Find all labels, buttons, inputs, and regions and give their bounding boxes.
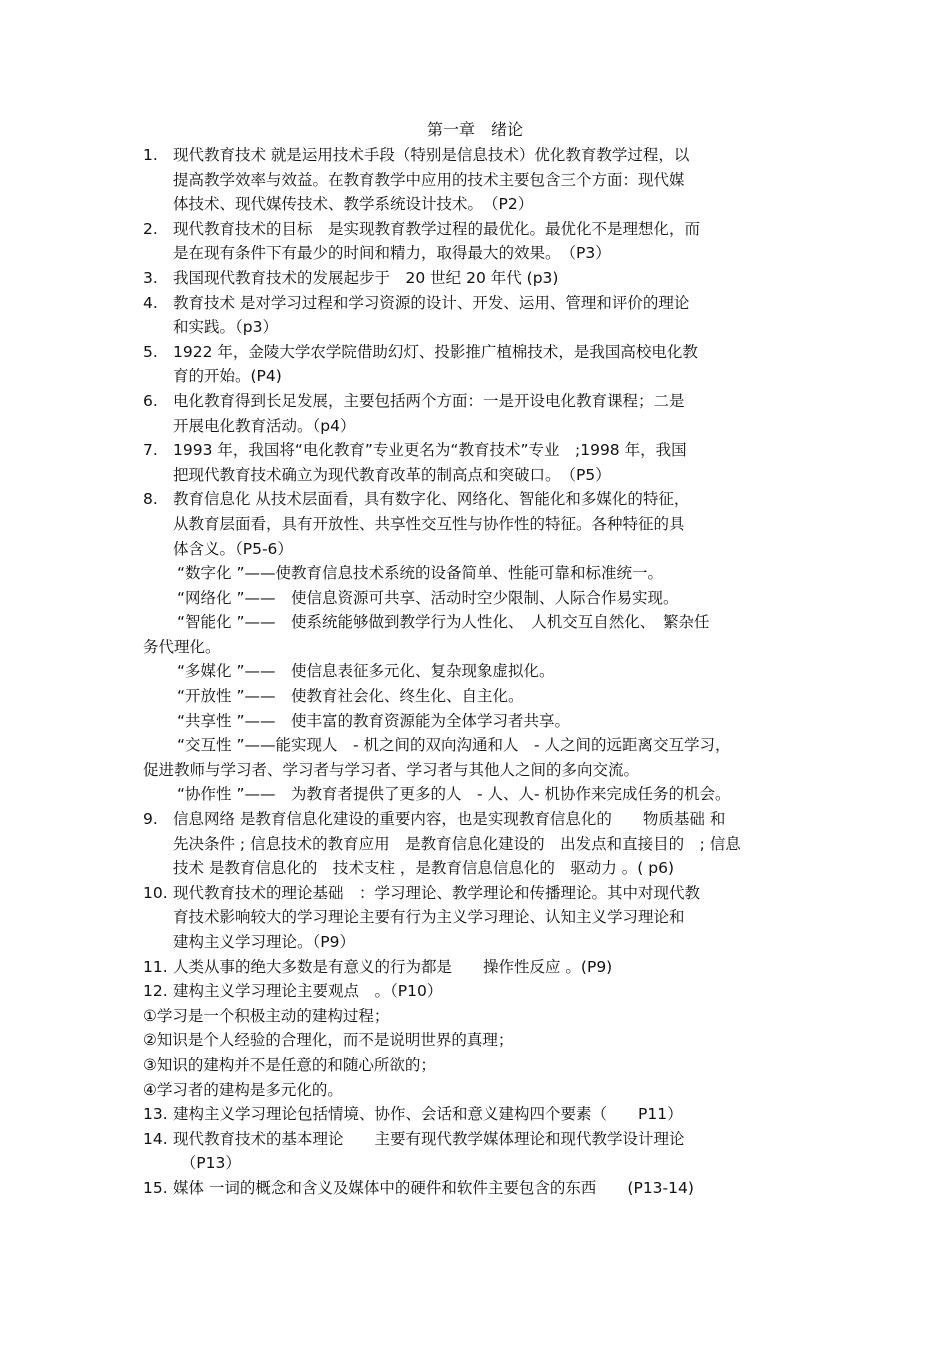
list-item — [143, 881, 813, 955]
item-line: 建构主义学习理论。（P9） — [173, 933, 355, 951]
item-line: 提高教学效率与效益。在教育教学中应用的技术主要包含三个方面：现代媒 — [173, 170, 685, 189]
list-item — [143, 438, 813, 487]
list-item — [143, 1102, 813, 1127]
item-text — [143, 438, 813, 487]
item-text — [143, 143, 813, 217]
item-line: 1922 年，金陵大学农学院借助幻灯、投影推广植棉技术，是我国高校电化教 — [173, 342, 698, 361]
list-item — [143, 291, 813, 340]
feature-continuation: 务代理化。 — [143, 637, 221, 656]
feature-line: “多媒化 ”—— 使信息表征多元化、复杂现象虚拟化。 — [177, 662, 555, 681]
item-line: 把现代教育技术确立为现代教育改革的制高点和突破口。 （P5） — [173, 465, 611, 484]
item-text — [143, 487, 813, 561]
item-line: 是在现有条件下有最少的时间和精力，取得最大的效果。 （P3） — [173, 244, 611, 263]
item-line: （P13） — [173, 1154, 241, 1173]
item-line: 现代教育技术的基本理论 主要有现代教学媒体理论和现代教学设计理论 — [173, 1129, 685, 1148]
item-line: 现代教育技术 就是运用技术手段（特别是信息技术）优化教育教学过程，以 — [173, 146, 690, 164]
item-number: 5. — [143, 342, 158, 361]
item-line: 育技术影响较大的学习理论主要有行为主义学习理论、认知主义学习理论和 — [173, 908, 685, 927]
feature-line: “数字化 ”——使教育信息技术系统的设备简单、性能可靠和标准统一。 — [177, 564, 663, 583]
feature-line: “协作性 ”—— 为教育者提供了更多的人 - 人、人- 机协作来完成任务的机会。 — [177, 785, 731, 804]
item-text — [143, 389, 813, 438]
chapter-title: 第一章 绪论 — [426, 120, 523, 139]
item-line: 现代教育技术的目标 是实现教育教学过程的最优化。最优化不是理想化，而 — [173, 219, 701, 238]
viewpoint-line: ④学习者的建构是多元化的。 — [143, 1080, 343, 1099]
item-line: 教育信息化 从技术层面看，具有数字化、网络化、智能化和多媒化的特征， — [173, 490, 690, 509]
viewpoint-line: ②知识是个人经验的合理化，而不是说明世界的真理； — [143, 1031, 514, 1050]
item-line: 建构主义学习理论包括情境、协作、会话和意义建构四个要素（ P11） — [173, 1105, 683, 1124]
list-item — [143, 217, 813, 266]
list-item — [143, 1127, 813, 1176]
item-text — [143, 1176, 813, 1201]
item-text — [143, 1102, 813, 1127]
list-item — [143, 807, 813, 881]
item-text — [143, 1127, 813, 1176]
item-number: 6. — [143, 391, 158, 410]
item-line: 人类从事的绝大多数是有意义的行为都是 操作性反应 。(P9) — [173, 957, 613, 976]
item-number: 15. — [143, 1178, 168, 1197]
item-number: 12. — [143, 982, 168, 1001]
item-number: 9. — [143, 810, 158, 829]
item-line: 电化教育得到长足发展，主要包括两个方面：一是开设电化教育课程；二是 — [173, 391, 685, 410]
item-line: 现代教育技术的理论基础 ：学习理论、教学理论和传播理论。其中对现代教 — [173, 883, 701, 902]
feature-line: “智能化 ”—— 使系统能够做到教学行为人性化、 人机交互自然化、 繁杂任 — [177, 613, 710, 632]
item-line: 教育技术 是对学习过程和学习资源的设计、开发、运用、管理和评价的理论 — [173, 293, 690, 312]
list-item — [143, 266, 813, 291]
item-text — [143, 340, 813, 389]
item-line: 技术 是教育信息化的 技术支柱 ，是教育信息信息化的 驱动力 。( p6) — [173, 859, 675, 878]
item-number: 10. — [143, 883, 168, 902]
feature-line: “交互性 ”——能实现人 - 机之间的双向沟通和人 - 人之间的远距离交互学习， — [177, 736, 731, 755]
item-line: 从教育层面看，具有开放性、共享性交互性与协作性的特征。各种特征的具 — [173, 514, 685, 533]
item-line: 信息网络 是教育信息化建设的重要内容，也是实现教育信息化的 物质基础 和 — [173, 810, 726, 829]
item-number: 4. — [143, 293, 158, 312]
item-text — [143, 807, 813, 881]
item-line: 1993 年，我国将“电化教育”专业更名为“教育技术”专业 ;1998 年，我国 — [173, 441, 687, 460]
list-item — [143, 340, 813, 389]
feature-line: “共享性 ”—— 使丰富的教育资源能为全体学习者共享。 — [177, 711, 570, 730]
item-line: 媒体 一词的概念和含义及媒体中的硬件和软件主要包含的东西 (P13-14) — [173, 1178, 694, 1197]
item-line: 体含义。（P5-6） — [173, 539, 293, 558]
item-text — [143, 266, 813, 291]
item-line: 开展电化教育活动。（p4） — [173, 416, 356, 435]
item-number: 3. — [143, 268, 158, 287]
list-item — [143, 1176, 813, 1201]
item-line: 和实践。（p3） — [173, 318, 278, 337]
item-line: 建构主义学习理论主要观点 。（P10） — [173, 982, 443, 1001]
list-item — [143, 487, 813, 561]
list-item — [143, 955, 813, 980]
item-number: 2. — [143, 219, 158, 238]
viewpoint-line: ①学习是一个积极主动的建构过程； — [143, 1006, 390, 1025]
feature-line: “网络化 ”—— 使信息资源可共享、活动时空少限制、人际合作易实现。 — [177, 588, 679, 607]
viewpoint-line: ③知识的建构并不是任意的和随心所欲的； — [143, 1055, 436, 1074]
item-line: 育的开始。(P4) — [173, 367, 282, 386]
feature-continuation: 促进教师与学习者、学习者与学习者、学习者与其他人之间的多向交流。 — [143, 760, 640, 779]
item-text — [143, 979, 813, 1004]
feature-line: “开放性 ”—— 使教育社会化、终生化、自主化。 — [177, 687, 524, 706]
item-line: 先决条件 ; 信息技术的教育应用 是教育信息化建设的 出发点和直接目的 ; 信息 — [173, 834, 741, 853]
item-line: 体技术、现代媒传技术、教学系统设计技术。 （P2） — [173, 195, 534, 214]
item-number: 7. — [143, 441, 158, 460]
item-number: 14. — [143, 1129, 168, 1148]
item-text — [143, 955, 813, 980]
item-text — [143, 881, 813, 955]
list-item — [143, 143, 813, 217]
item-line: 我国现代教育技术的发展起步于 20 世纪 20 年代 (p3) — [173, 268, 559, 287]
item-text — [143, 291, 813, 340]
item-text — [143, 217, 813, 266]
item-number: 1. — [143, 146, 158, 164]
list-item — [143, 979, 813, 1004]
item-list — [143, 143, 813, 1201]
item-number: 8. — [143, 490, 158, 509]
item-number: 13. — [143, 1105, 168, 1124]
item-number: 11. — [143, 957, 168, 976]
list-item — [143, 389, 813, 438]
